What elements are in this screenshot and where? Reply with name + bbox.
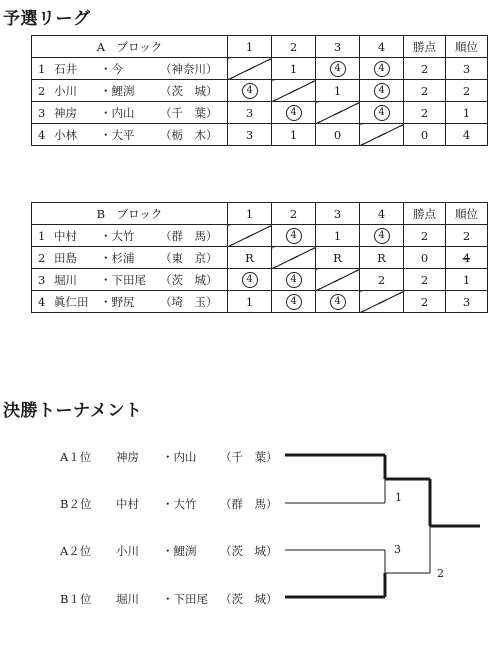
circled-win-value: 4 — [286, 294, 302, 310]
score-semi2: 3 — [394, 543, 401, 556]
points-cell: 0 — [404, 124, 446, 146]
circled-win-value: 4 — [374, 83, 390, 99]
rank-value: 1 — [462, 105, 471, 120]
seed-label: A２位 — [60, 544, 92, 558]
player-2: ・大竹 — [100, 228, 135, 243]
result-value: 1 — [333, 83, 342, 98]
block_b-col-rank-header: 順位 — [446, 203, 488, 225]
player-2: ・内山 — [100, 105, 135, 120]
player-1: 神房 — [116, 450, 139, 464]
player-1: 中村 — [116, 497, 139, 511]
circled-win-value: 4 — [330, 61, 346, 77]
player-1: 石井 — [54, 61, 77, 76]
league-heading: 予選リーグ — [3, 9, 91, 29]
result-value: R — [245, 250, 254, 265]
block_a-col-rank-header: 順位 — [446, 36, 488, 58]
block_a-col-4-header: 4 — [360, 36, 404, 58]
points-cell: 2 — [404, 58, 446, 80]
prefecture: （千 葉） — [220, 450, 278, 464]
rank-value: 4 — [462, 250, 471, 265]
prefecture: （茨 城） — [220, 544, 278, 558]
circled-win-value: 4 — [286, 228, 302, 244]
result-value: 0 — [333, 127, 342, 142]
result-value: 1 — [333, 228, 342, 243]
prefecture: （茨 城） — [160, 272, 218, 287]
seed-label: A１位 — [60, 450, 92, 464]
team-number: 2 — [38, 83, 46, 98]
player-2: ・大平 — [100, 127, 135, 142]
block_a-col-2-header: 2 — [272, 36, 316, 58]
block_b-col-2-header: 2 — [272, 203, 316, 225]
player-2: ・内山 — [162, 450, 197, 464]
player-1: 神房 — [54, 105, 77, 120]
block_a-col-points-header: 勝点 — [404, 36, 446, 58]
block_b-col-points-header: 勝点 — [404, 203, 446, 225]
prefecture: （東 京） — [160, 250, 218, 265]
tournament-heading: 決勝トーナメント — [3, 401, 143, 421]
circled-win-value: 4 — [374, 61, 390, 77]
player-2: ・今 — [100, 61, 123, 76]
team-number: 2 — [38, 250, 46, 265]
circled-win-value: 4 — [286, 272, 302, 288]
player-2: ・杉浦 — [100, 250, 135, 265]
player-1: 田島 — [54, 250, 77, 265]
circled-win-value: 4 — [286, 105, 302, 121]
prefecture: （神奈川） — [160, 61, 218, 76]
player-2: ・下田尾 — [162, 592, 208, 606]
team-number: 4 — [38, 127, 46, 142]
points-cell: 2 — [404, 291, 446, 313]
seed-label: B２位 — [60, 497, 92, 511]
player-1: 堀川 — [116, 592, 139, 606]
prefecture: （栃 木） — [160, 127, 218, 142]
rank-value: 1 — [462, 272, 471, 287]
player-1: 小林 — [54, 127, 77, 142]
block_b-col-1-header: 1 — [228, 203, 272, 225]
rank-value: 2 — [462, 228, 471, 243]
rank-value: 3 — [462, 61, 471, 76]
block_a-title: A ブロック — [32, 36, 228, 58]
points-cell: 0 — [404, 247, 446, 269]
circled-win-value: 4 — [374, 228, 390, 244]
prefecture: （埼 玉） — [160, 294, 218, 309]
points-cell: 2 — [404, 102, 446, 124]
team-number: 3 — [38, 105, 46, 120]
player-1: 小川 — [54, 83, 77, 98]
prefecture: （茨 城） — [220, 592, 278, 606]
rank-value: 4 — [462, 127, 471, 142]
player-1: 中村 — [54, 228, 77, 243]
result-value: 1 — [289, 61, 298, 76]
prefecture: （群 馬） — [220, 497, 278, 511]
player-1: 堀川 — [54, 272, 77, 287]
team-number: 1 — [38, 228, 46, 243]
points-cell: 2 — [404, 80, 446, 102]
circled-win-value: 4 — [374, 105, 390, 121]
team-number: 1 — [38, 61, 46, 76]
prefecture: （茨 城） — [160, 83, 218, 98]
points-cell: 2 — [404, 225, 446, 247]
result-value: 2 — [377, 272, 386, 287]
player-2: ・大竹 — [162, 497, 197, 511]
player-1: 眞仁田 — [54, 294, 89, 309]
prefecture: （群 馬） — [160, 228, 218, 243]
result-value: 1 — [289, 127, 298, 142]
team-number: 3 — [38, 272, 46, 287]
player-2: ・下田尾 — [100, 272, 146, 287]
block_b-title: B ブロック — [32, 203, 228, 225]
result-value: 3 — [245, 127, 254, 142]
player-2: ・鯉渕 — [100, 83, 135, 98]
player-2: ・鯉渕 — [162, 544, 197, 558]
block_a-col-3-header: 3 — [316, 36, 360, 58]
circled-win-value: 4 — [242, 83, 258, 99]
result-value: 1 — [245, 294, 254, 309]
result-value: R — [333, 250, 342, 265]
result-value: R — [377, 250, 386, 265]
block_b-col-3-header: 3 — [316, 203, 360, 225]
result-value: 3 — [245, 105, 254, 120]
circled-win-value: 4 — [330, 294, 346, 310]
player-1: 小川 — [116, 544, 139, 558]
circled-win-value: 4 — [242, 272, 258, 288]
team-number: 4 — [38, 294, 46, 309]
block_b-col-4-header: 4 — [360, 203, 404, 225]
score-final: 2 — [437, 567, 444, 580]
rank-value: 3 — [462, 294, 471, 309]
rank-value: 2 — [462, 83, 471, 98]
prefecture: （千 葉） — [160, 105, 218, 120]
block_a-col-1-header: 1 — [228, 36, 272, 58]
score-semi1: 1 — [395, 491, 402, 504]
player-2: ・野尻 — [100, 294, 135, 309]
seed-label: B１位 — [60, 592, 92, 606]
points-cell: 2 — [404, 269, 446, 291]
